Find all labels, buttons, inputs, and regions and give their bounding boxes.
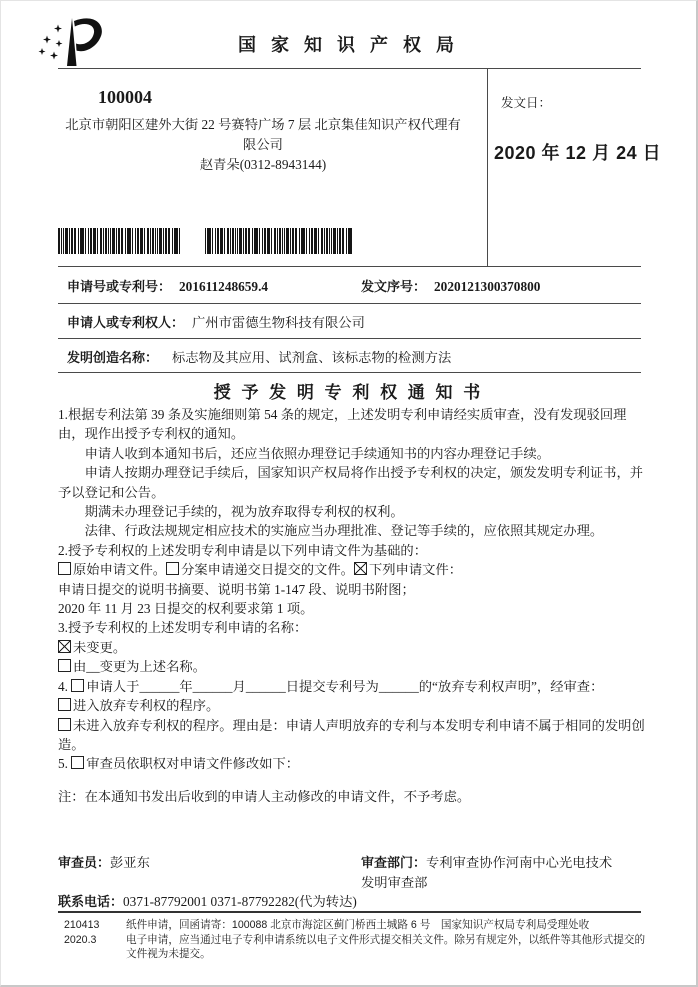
department-field — [361, 852, 612, 871]
body-paragraph-checkboxes: 4. 申请人于______年______月______日提交专利号为______的“放弃专利权声明”，经审查： — [58, 678, 604, 694]
footer-divider — [58, 911, 641, 913]
dispatch-serial-field — [361, 276, 540, 295]
body-paragraph: 法律、行政法规规定相应技术的实施应当办理批准、登记等手续的，应依照其规定办理。 — [84, 523, 604, 539]
recipient-address-line1: 北京市朝阳区建外大街 22 号赛特广场 7 层 北京集佳知识产权代理有 — [65, 117, 461, 132]
body-paragraph: 申请人按期办理登记手续后，国家知识产权局将作出授予专利权的决定，颁发发明专利证书，并予以登记和公告。 — [58, 465, 644, 500]
issue-date-value: 2020 年 12 月 24 日 — [494, 143, 662, 163]
body-paragraph: 期满未办理登记手续的，视为放弃取得专利权的权利。 — [84, 504, 404, 520]
recipient-address-line2: 限公司 — [243, 137, 283, 152]
form-code: 210413 — [64, 919, 100, 931]
body-paragraph: 申请日提交的说明书摘要、说明书第 1-147 段、说明书附图； — [58, 581, 415, 597]
department-label: 审查部门： — [361, 855, 427, 870]
divider — [58, 303, 641, 304]
checkbox-unchecked — [166, 562, 179, 575]
notice-body — [58, 405, 649, 806]
body-paragraph-checkboxes: 5. 审查员依职权对申请文件修改如下： — [58, 756, 300, 772]
recipient-postcode: 100004 — [98, 87, 152, 107]
contact-phone-value: 0371-87792001 0371-87792282(代为转达) — [123, 894, 357, 909]
divider — [58, 372, 641, 373]
checkbox-checked — [58, 640, 71, 653]
divider — [487, 68, 488, 266]
body-paragraph: 申请人收到本通知书后，还应当依照办理登记手续通知书的内容办理登记手续。 — [84, 445, 550, 461]
applicant-value: 广州市雷德生物科技有限公司 — [192, 315, 365, 330]
recipient-contact: 赵青朵(0312-8943144) — [199, 157, 327, 172]
divider — [58, 338, 641, 339]
dispatch-serial-value: 2020121300370800 — [434, 279, 541, 294]
invention-title-label: 发明创造名称： — [67, 350, 159, 365]
body-note: 注：在本通知书发出后收到的申请人主动修改的申请文件，不予考虑。 — [58, 788, 471, 804]
examiner-name: 彭亚东 — [110, 855, 150, 870]
body-paragraph-checkboxes: 未进入放弃专利权的程序。理由是：申请人声明放弃的专利与本发明专利申请不属于相同的发明创造。 — [58, 717, 645, 752]
checkbox-unchecked — [71, 679, 84, 692]
applicant-label: 申请人或专利权人： — [67, 315, 185, 330]
checkbox-unchecked — [58, 659, 71, 672]
body-paragraph-checkboxes: 进入放弃专利权的程序。 — [58, 696, 649, 715]
contact-phone-label: 联系电话： — [58, 894, 124, 909]
examiner-label: 审查员： — [58, 855, 111, 870]
barcode — [58, 228, 182, 254]
application-number-label: 申请号或专利号： — [67, 279, 172, 294]
invention-title-value: 标志物及其应用、试剂盒、该标志物的检测方法 — [172, 350, 452, 365]
divider — [58, 68, 641, 69]
footer-electronic-note: 电子申请，应当通过电子专利申请系统以电子文件形式提交相关文件。除另有规定外，以纸件等其他形式提交的文件视为未提交。 — [126, 933, 646, 960]
footer-paper-note: 纸件申请，回函请寄：100088 北京市海淀区蓟门桥西土城路 6 号 国家知识产权局专利局受理处收 — [126, 919, 590, 931]
checkbox-checked — [354, 562, 367, 575]
notice-title: 授 予 发 明 专 利 权 通 知 书 — [213, 383, 484, 402]
body-paragraph: 1.根据专利法第 39 条及实施细则第 54 条的规定，上述发明专利申请经实质审查，没有发现驳回理由，现作出授予专利权的通知。 — [58, 407, 627, 442]
checkbox-unchecked — [58, 718, 71, 731]
body-paragraph-checkboxes: 未变更。 — [58, 638, 649, 657]
checkbox-unchecked — [71, 756, 84, 769]
department-line2: 发明审查部 — [361, 875, 428, 890]
body-paragraph-checkboxes: 由__变更为上述名称。 — [58, 657, 649, 676]
footer — [64, 918, 654, 962]
invention-title-field — [67, 347, 451, 366]
examiner-field — [58, 852, 150, 871]
agency-title: 国 家 知 识 产 权 局 — [237, 35, 459, 55]
department-line1: 专利审查协作河南中心光电技术 — [426, 855, 613, 870]
issue-date-label: 发文日： — [501, 96, 552, 110]
footer-row — [64, 933, 654, 962]
checkbox-unchecked — [58, 698, 71, 711]
body-paragraph: 2.授予专利权的上述发明专利申请是以下列申请文件为基础的： — [58, 542, 427, 558]
body-paragraph-checkboxes: 原始申请文件。 分案申请递交日提交的文件。 下列申请文件： — [58, 560, 649, 579]
footer-row — [64, 918, 654, 933]
checkbox-unchecked — [58, 562, 71, 575]
body-paragraph: 2020 年 11 月 23 日提交的权利要求第 1 项。 — [58, 601, 314, 617]
applicant-field — [67, 312, 365, 331]
divider — [58, 266, 641, 267]
application-number-value: 201611248659.4 — [179, 279, 269, 294]
barcode — [205, 228, 353, 254]
body-paragraph: 3.授予专利权的上述发明专利申请的名称： — [58, 620, 308, 636]
application-number-field — [67, 276, 268, 295]
recipient-address — [61, 115, 465, 175]
dispatch-serial-label: 发文序号： — [361, 279, 427, 294]
form-version: 2020.3 — [64, 933, 97, 946]
contact-phone-field — [58, 891, 357, 910]
